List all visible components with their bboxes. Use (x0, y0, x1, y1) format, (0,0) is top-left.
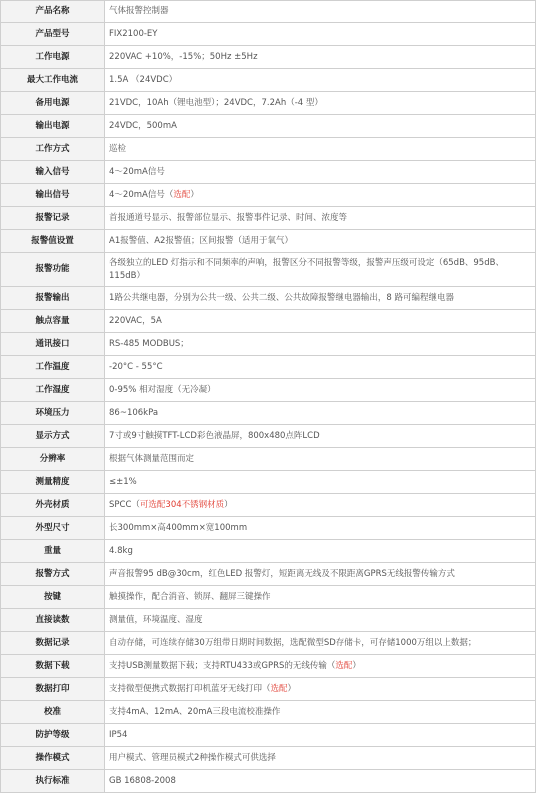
row-label: 输出信号 (1, 184, 105, 207)
table-row (1, 632, 536, 655)
table-row (1, 609, 536, 632)
row-value (105, 46, 536, 69)
row-value-text: -20°C - 55°C (109, 361, 163, 372)
row-value-text: 测量值，环境温度、湿度 (109, 614, 203, 625)
row-value-text: 1.5A （24VDC） (109, 74, 178, 85)
row-value-text: 支持微型便携式数据打印机蓝牙无线打印（ (109, 683, 271, 694)
row-value (105, 333, 536, 356)
table-row (1, 379, 536, 402)
row-value (105, 563, 536, 586)
table-row (1, 161, 536, 184)
row-value (105, 632, 536, 655)
row-label: 产品名称 (1, 1, 105, 23)
row-value (105, 494, 536, 517)
table-row (1, 494, 536, 517)
table-row (1, 207, 536, 230)
table-row (1, 230, 536, 253)
row-label: 报警方式 (1, 563, 105, 586)
table-row (1, 184, 536, 207)
optional-note: 选配 (270, 683, 288, 694)
row-label: 触点容量 (1, 310, 105, 333)
row-value-text: 根据气体测量范围而定 (109, 453, 195, 464)
row-value-tail: ） (287, 683, 297, 694)
table-row (1, 310, 536, 333)
table-row (1, 115, 536, 138)
row-value-text: 巡检 (109, 143, 127, 154)
row-value (105, 184, 536, 207)
row-value-text: 4～20mA信号 (109, 166, 165, 177)
row-value (105, 23, 536, 46)
row-value-text: 1路公共继电器，分别为公共一级、公共二级、公共故障报警继电器输出，8 路可编程继电器 (109, 292, 455, 303)
row-label: 操作模式 (1, 747, 105, 770)
row-value (105, 115, 536, 138)
table-row (1, 655, 536, 678)
row-label: 备用电源 (1, 92, 105, 115)
row-label: 数据打印 (1, 678, 105, 701)
row-label: 外壳材质 (1, 494, 105, 517)
row-value-text: A1报警值、A2报警值；区间报警（适用于氧气） (109, 235, 293, 246)
table-row (1, 540, 536, 563)
row-label: 最大工作电流 (1, 69, 105, 92)
row-value (105, 356, 536, 379)
row-value-text: 用户模式、管理员模式2种操作模式可供选择 (109, 752, 276, 763)
table-row (1, 448, 536, 471)
row-value (105, 540, 536, 563)
table-row (1, 46, 536, 69)
row-value-text: 自动存储，可连续存储30万组带日期时间数据，选配微型SD存储卡，可存储1000万组以上数据； (109, 637, 477, 648)
row-label: 工作湿度 (1, 379, 105, 402)
table-row (1, 471, 536, 494)
optional-note: 选配 (335, 660, 353, 671)
row-value (105, 287, 536, 310)
table-row (1, 724, 536, 747)
row-label: 环境压力 (1, 402, 105, 425)
row-value-text: 4～20mA信号（ (109, 189, 174, 200)
table-row (1, 333, 536, 356)
table-row (1, 69, 536, 92)
row-value (105, 1, 536, 23)
row-value (105, 586, 536, 609)
row-value (105, 92, 536, 115)
row-value (105, 770, 536, 793)
row-value (105, 448, 536, 471)
row-label: 外型尺寸 (1, 517, 105, 540)
row-label: 工作方式 (1, 138, 105, 161)
row-value-text: 触摸操作，配合消音、锁屏、翻屏三键操作 (109, 591, 271, 602)
row-value-text: 220VAC +10%，-15%；50Hz ±5Hz (109, 51, 258, 62)
row-value-text: 声音报警95 dB@30cm，红色LED 报警灯，短距离无线及不限距离GPRS无线报警传输方式 (109, 568, 455, 579)
table-row (1, 770, 536, 793)
row-value (105, 678, 536, 701)
row-label: 重量 (1, 540, 105, 563)
row-value-tail: ） (224, 499, 233, 510)
row-value (105, 471, 536, 494)
row-label: 工作电源 (1, 46, 105, 69)
row-value-text: IP54 (109, 729, 128, 740)
row-label: 报警功能 (1, 253, 105, 287)
row-label: 输入信号 (1, 161, 105, 184)
row-label: 产品型号 (1, 23, 105, 46)
table-row (1, 287, 536, 310)
row-label: 按键 (1, 586, 105, 609)
table-row (1, 425, 536, 448)
row-value-text: 86~106kPa (109, 407, 159, 418)
row-value-text: 支持USB测量数据下载；支持RTU433或GPRS的无线传输（ (109, 660, 336, 671)
row-value-text: 24VDC，500mA (109, 120, 177, 131)
row-label: 数据记录 (1, 632, 105, 655)
row-label: 显示方式 (1, 425, 105, 448)
row-value-text: 首报通道号显示、报警部位显示、报警事件记录、时间、浓度等 (109, 212, 348, 223)
row-value-text: 长300mm×高400mm×宽100mm (109, 522, 248, 533)
row-label: 测量精度 (1, 471, 105, 494)
optional-note: 选配 (173, 189, 191, 200)
row-value (105, 207, 536, 230)
row-value-text: 0-95% 相对湿度（无冷凝） (109, 384, 216, 395)
row-value (105, 230, 536, 253)
row-value-text: 4.8kg (109, 545, 133, 556)
row-value (105, 701, 536, 724)
table-row (1, 402, 536, 425)
table-row (1, 92, 536, 115)
row-value-tail: ） (190, 189, 199, 200)
row-value-text: 支持4mA、12mA、20mA三段电流校准操作 (109, 706, 281, 717)
row-value (105, 517, 536, 540)
row-value (105, 724, 536, 747)
row-label: 报警输出 (1, 287, 105, 310)
row-label: 工作温度 (1, 356, 105, 379)
row-value (105, 138, 536, 161)
table-row (1, 356, 536, 379)
optional-note: 可选配304不锈钢材质 (139, 499, 225, 510)
row-value (105, 402, 536, 425)
row-value-text: 气体报警控制器 (109, 6, 169, 16)
row-value-text: 各级独立的LED 灯指示和不同频率的声响，报警区分不同报警等级，报警声压级可设定（65dB、95dB、115dB） (109, 257, 504, 281)
row-value (105, 161, 536, 184)
row-label: 防护等级 (1, 724, 105, 747)
row-label: 报警记录 (1, 207, 105, 230)
row-value (105, 747, 536, 770)
row-value (105, 379, 536, 402)
spec-table-body (1, 1, 536, 793)
row-value-text: 7寸或9寸触摸TFT-LCD彩色液晶屏，800x480点阵LCD (109, 430, 320, 441)
row-label: 数据下载 (1, 655, 105, 678)
row-value-text: GB 16808-2008 (109, 775, 176, 786)
table-row (1, 747, 536, 770)
row-value (105, 425, 536, 448)
table-row (1, 563, 536, 586)
row-value-tail: ） (352, 660, 361, 671)
row-value (105, 310, 536, 333)
table-row (1, 678, 536, 701)
row-value-text: SPCC（ (109, 499, 140, 510)
table-row (1, 138, 536, 161)
row-label: 报警值设置 (1, 230, 105, 253)
row-label: 直接读数 (1, 609, 105, 632)
row-label: 执行标准 (1, 770, 105, 793)
row-label: 校准 (1, 701, 105, 724)
row-value-text: ≤±1% (109, 476, 137, 487)
table-row (1, 23, 536, 46)
table-row (1, 517, 536, 540)
row-value-text: FIX2100-EY (109, 28, 158, 39)
table-row (1, 586, 536, 609)
row-value (105, 253, 536, 287)
row-value-text: 21VDC，10Ah（锂电池型）；24VDC，7.2Ah（-4 型） (109, 97, 323, 108)
row-value (105, 609, 536, 632)
row-value-text: RS-485 MODBUS； (109, 338, 189, 349)
row-label: 分辨率 (1, 448, 105, 471)
row-label: 输出电源 (1, 115, 105, 138)
table-row (1, 701, 536, 724)
row-value-text: 220VAC，5A (109, 315, 162, 326)
table-row (1, 253, 536, 287)
table-row (1, 1, 536, 23)
row-value (105, 69, 536, 92)
row-label: 通讯接口 (1, 333, 105, 356)
row-value (105, 655, 536, 678)
